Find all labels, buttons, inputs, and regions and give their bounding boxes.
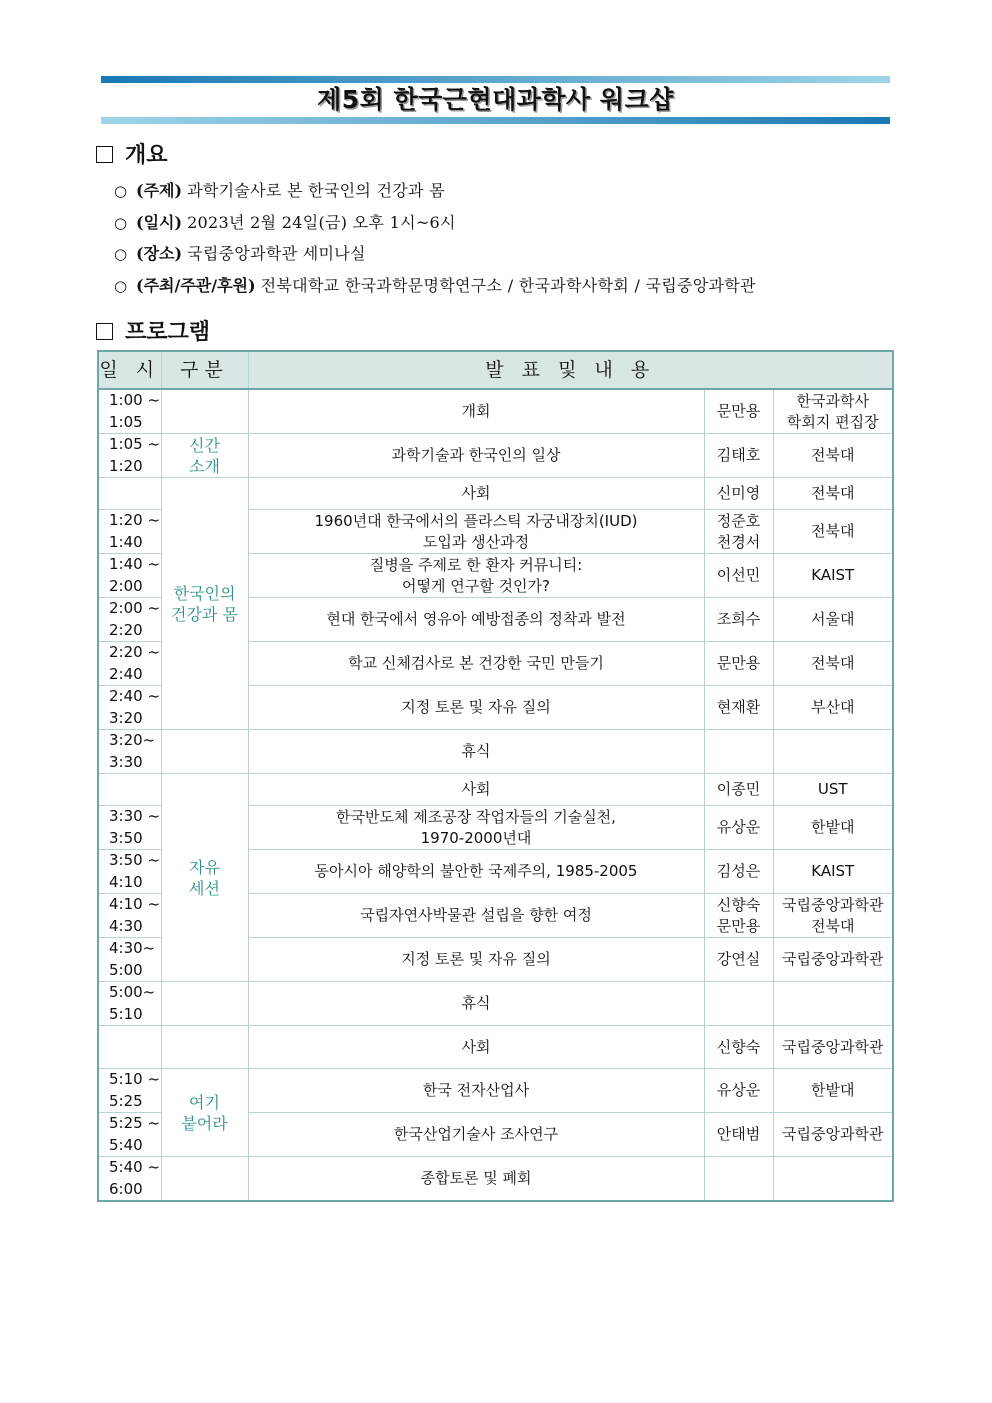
presenter-cell: 김성은 (704, 850, 773, 894)
presenter-cell: 정준호 천경서 (704, 510, 773, 554)
overview-value: 2023년 2월 24일(금) 오후 1시~6시 (187, 212, 456, 232)
affiliation-cell: 국립중앙과학관 (773, 1113, 893, 1157)
time-cell (98, 1026, 161, 1069)
content-cell: 국립자연사박물관 설립을 향한 여정 (248, 894, 704, 938)
affiliation-cell: 전북대 (773, 510, 893, 554)
presenter-cell: 신향숙 (704, 1026, 773, 1069)
overview-label: (주최/주관/후원) (136, 275, 256, 295)
section-overview-heading: 개요 (96, 138, 168, 169)
table-row (98, 389, 893, 434)
time-cell (98, 774, 161, 806)
time-cell: 5:00~ 5:10 (98, 982, 161, 1026)
circle-bullet-icon: ○ (114, 276, 128, 295)
presenter-cell: 강연실 (704, 938, 773, 982)
overview-item (114, 241, 756, 273)
presenter-cell: 조희수 (704, 598, 773, 642)
time-cell: 5:40 ~ 6:00 (98, 1157, 161, 1202)
affiliation-cell: 서울대 (773, 598, 893, 642)
table-row (98, 1157, 893, 1202)
content-cell: 휴식 (248, 730, 704, 774)
page-title: 제5회 한국근현대과학사 워크샵 (317, 85, 674, 114)
time-cell: 4:30~ 5:00 (98, 938, 161, 982)
affiliation-cell: 전북대 (773, 642, 893, 686)
circle-bullet-icon: ○ (114, 213, 128, 232)
category-cell (161, 1026, 248, 1069)
content-cell: 질병을 주제로 한 환자 커뮤니티: 어떻게 연구할 것인가? (248, 554, 704, 598)
time-cell: 5:10 ~ 5:25 (98, 1069, 161, 1113)
time-cell: 2:00 ~ 2:20 (98, 598, 161, 642)
table-row (98, 1069, 893, 1113)
category-cell: 자유 세션 (161, 774, 248, 982)
affiliation-cell: 한밭대 (773, 806, 893, 850)
table-row (98, 478, 893, 510)
time-cell: 1:20 ~ 1:40 (98, 510, 161, 554)
overview-item (114, 178, 756, 210)
presenter-cell: 이선민 (704, 554, 773, 598)
category-cell: 여기 붙어라 (161, 1069, 248, 1157)
affiliation-cell: 부산대 (773, 686, 893, 730)
checkbox-square-icon (96, 323, 113, 340)
presenter-cell (704, 1157, 773, 1202)
affiliation-cell: UST (773, 774, 893, 806)
overview-value: 과학기술사로 본 한국인의 건강과 몸 (187, 181, 445, 200)
affiliation-cell: 전북대 (773, 478, 893, 510)
content-cell: 사회 (248, 774, 704, 806)
time-cell: 1:40 ~ 2:00 (98, 554, 161, 598)
presenter-cell: 김태호 (704, 434, 773, 478)
overview-label: (일시) (136, 212, 183, 232)
affiliation-cell (773, 730, 893, 774)
title-bar-top (101, 76, 890, 83)
content-cell: 한국 전자산업사 (248, 1069, 704, 1113)
presenter-cell: 문만용 (704, 642, 773, 686)
affiliation-cell: 전북대 (773, 434, 893, 478)
content-cell: 휴식 (248, 982, 704, 1026)
time-cell: 3:30 ~ 3:50 (98, 806, 161, 850)
program-table (97, 350, 894, 1202)
circle-bullet-icon: ○ (114, 182, 128, 200)
time-cell: 2:20 ~ 2:40 (98, 642, 161, 686)
time-cell: 3:20~ 3:30 (98, 730, 161, 774)
category-cell (161, 982, 248, 1026)
affiliation-cell: KAIST (773, 850, 893, 894)
presenter-cell: 신향숙 문만용 (704, 894, 773, 938)
content-cell: 개회 (248, 389, 704, 434)
content-cell: 사회 (248, 478, 704, 510)
time-cell: 2:40 ~ 3:20 (98, 686, 161, 730)
presenter-cell: 안태범 (704, 1113, 773, 1157)
section-program-heading: 프로그램 (96, 315, 210, 346)
checkbox-square-icon (96, 146, 113, 163)
content-cell: 한국반도체 제조공장 작업자들의 기술실천, 1970-2000년대 (248, 806, 704, 850)
affiliation-cell: 한국과학사 학회지 편집장 (773, 389, 893, 434)
affiliation-cell: 국립중앙과학관 (773, 938, 893, 982)
header-time: 일 시 (98, 351, 161, 389)
presenter-cell: 문만용 (704, 389, 773, 434)
circle-bullet-icon: ○ (114, 245, 128, 263)
time-cell: 3:50 ~ 4:10 (98, 850, 161, 894)
table-row (98, 774, 893, 806)
table-row (98, 434, 893, 478)
affiliation-cell (773, 982, 893, 1026)
affiliation-cell (773, 1157, 893, 1202)
content-cell: 지정 토론 및 자유 질의 (248, 686, 704, 730)
time-cell: 1:00 ~ 1:05 (98, 389, 161, 434)
content-cell: 과학기술과 한국인의 일상 (248, 434, 704, 478)
content-cell: 1960년대 한국에서의 플라스틱 자궁내장치(IUD) 도입과 생산과정 (248, 510, 704, 554)
content-cell: 현대 한국에서 영유아 예방접종의 정착과 발전 (248, 598, 704, 642)
category-cell (161, 1157, 248, 1202)
presenter-cell: 유상운 (704, 1069, 773, 1113)
table-row (98, 982, 893, 1026)
presenter-cell: 현재환 (704, 686, 773, 730)
overview-value: 전북대학교 한국과학문명학연구소 / 한국과학사학회 / 국립중앙과학관 (260, 275, 756, 295)
presenter-cell: 신미영 (704, 478, 773, 510)
overview-list (114, 178, 756, 304)
category-cell: 신간 소개 (161, 434, 248, 478)
table-row (98, 1026, 893, 1069)
overview-value: 국립중앙과학관 세미나실 (187, 244, 366, 263)
overview-label: (주제) (136, 181, 183, 200)
content-cell: 동아시아 해양학의 불안한 국제주의, 1985-2005 (248, 850, 704, 894)
overview-label: (장소) (136, 244, 183, 263)
content-cell: 사회 (248, 1026, 704, 1069)
affiliation-cell: 국립중앙과학관 전북대 (773, 894, 893, 938)
title-bar-bottom (101, 117, 890, 124)
content-cell: 종합토론 및 폐회 (248, 1157, 704, 1202)
time-cell (98, 478, 161, 510)
header-content: 발 표 및 내 용 (248, 351, 893, 389)
affiliation-cell: 국립중앙과학관 (773, 1026, 893, 1069)
affiliation-cell: KAIST (773, 554, 893, 598)
category-cell (161, 389, 248, 434)
time-cell: 1:05 ~ 1:20 (98, 434, 161, 478)
time-cell: 5:25 ~ 5:40 (98, 1113, 161, 1157)
content-cell: 학교 신체검사로 본 건강한 국민 만들기 (248, 642, 704, 686)
content-cell: 한국산업기술사 조사연구 (248, 1113, 704, 1157)
table-header-row (98, 351, 893, 389)
presenter-cell (704, 730, 773, 774)
overview-item (114, 273, 756, 305)
time-cell: 4:10 ~ 4:30 (98, 894, 161, 938)
category-cell (161, 730, 248, 774)
overview-item (114, 210, 756, 242)
table-row (98, 730, 893, 774)
presenter-cell: 유상운 (704, 806, 773, 850)
affiliation-cell: 한밭대 (773, 1069, 893, 1113)
presenter-cell (704, 982, 773, 1026)
title-banner (101, 76, 890, 124)
content-cell: 지정 토론 및 자유 질의 (248, 938, 704, 982)
category-cell: 한국인의 건강과 몸 (161, 478, 248, 730)
presenter-cell: 이종민 (704, 774, 773, 806)
header-category: 구분 (161, 351, 248, 389)
